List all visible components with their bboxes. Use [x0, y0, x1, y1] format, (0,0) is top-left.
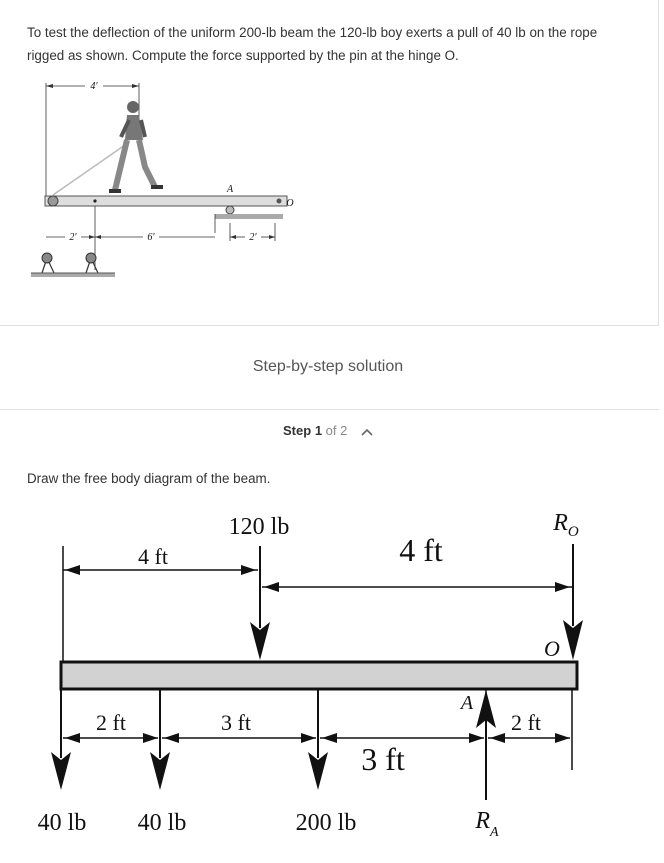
svg-text:RA: [474, 808, 499, 840]
step-label: Step: [283, 423, 312, 438]
problem-text: To test the deflection of the uniform 200-lb beam the 120-lb boy exerts a pull of 40 lb on the rope rigged as shown. Compute the force supported by the pin at the hinge O.: [27, 25, 598, 63]
fig-dim-right: 2′: [249, 232, 257, 243]
fbd-reaction-o: R: [553, 510, 568, 536]
fbd-dim-b4: 2 ft: [511, 710, 541, 735]
fig-label-o: O: [286, 198, 294, 209]
fbd-point-o: O: [544, 636, 560, 661]
fbd-load-rope1: 40 lb: [37, 810, 87, 836]
fbd-reaction-a: R: [475, 808, 491, 834]
problem-card: [0, 0, 659, 326]
fbd-dim-b2: 3 ft: [221, 710, 251, 735]
fbd-dim-top-right: 4 ft: [399, 532, 443, 568]
fbd-reaction-a-sub: A: [490, 825, 499, 840]
fbd-load-rope2: 40 lb: [137, 810, 187, 836]
free-body-diagram: [0, 500, 664, 850]
svg-text:RO: [552, 510, 579, 540]
problem-figure: [25, 75, 295, 290]
fbd-load-boy: 120 lb: [228, 514, 290, 540]
fbd-point-a: A: [460, 692, 474, 714]
step-instruction: Draw the free body diagram of the beam.: [27, 471, 271, 486]
boy-figure: [109, 101, 163, 193]
step-total: of 2: [325, 423, 348, 438]
chevron-up-icon[interactable]: [361, 428, 373, 436]
fig-label-a: A: [226, 184, 234, 195]
step-current: 1: [314, 423, 323, 438]
fbd-dim-b3: 3 ft: [361, 741, 405, 777]
fbd-load-beam: 200 lb: [295, 810, 357, 836]
fbd-dim-b1: 2 ft: [96, 710, 126, 735]
fbd-dim-top-left: 4 ft: [138, 544, 168, 569]
fig-dim-mid: 6′: [147, 232, 155, 243]
fig-dim-left: 2′: [69, 232, 77, 243]
solution-header: [0, 326, 659, 410]
fig-dim-top: 4′: [90, 81, 98, 92]
fbd-reaction-o-sub: O: [567, 524, 579, 540]
step-navigation: [0, 423, 656, 438]
solution-title: Step-by-step solution: [252, 358, 404, 375]
